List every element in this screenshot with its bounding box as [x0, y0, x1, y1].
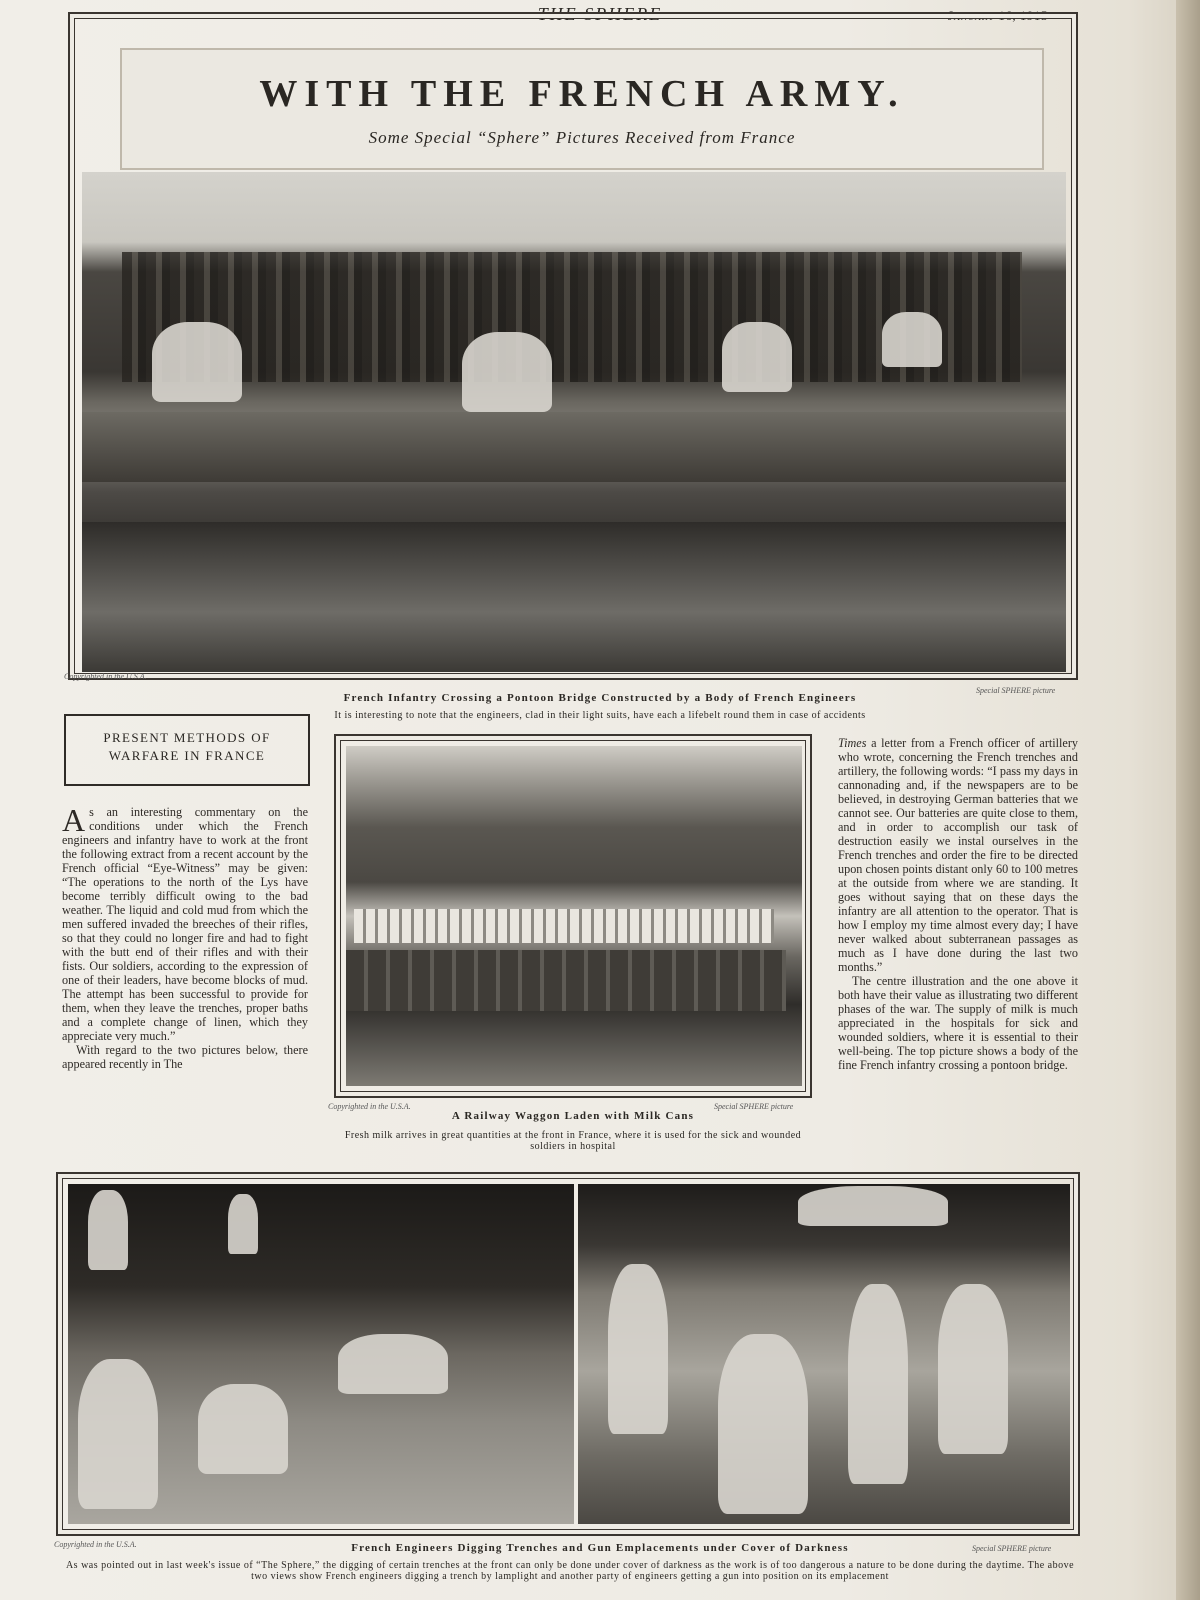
engineer-figure	[462, 332, 552, 412]
article-left-paragraph-2: With regard to the two pictures below, there appeared recently in The	[62, 1043, 308, 1071]
mid-photo-caption-title: A Railway Waggon Laden with Milk Cans	[451, 1110, 695, 1122]
article-heading: PRESENT METHODS OF WARFARE IN FRANCE	[64, 714, 310, 786]
engineer-figure	[338, 1334, 448, 1394]
page-subtitle: Some Special “Sphere” Pictures Received from France	[368, 128, 796, 147]
pontoon-bridge-photo	[82, 172, 1066, 672]
engineer-figure	[152, 322, 242, 402]
engineer-figure	[198, 1384, 288, 1474]
article-column-right	[838, 736, 1078, 1156]
engineer-figure	[722, 322, 792, 392]
article-left-paragraph: s an interesting commentary on the conditions under which the French engineers and infantry have to work at the front the following extract from a recent account by the French official “Eye-Witness” may be given: “The operations to the north of the Lys have become terribly difficult owing to the bad weather. The liquid and cold mud from which the men suffered invaded the breeches of their rifles, so that they could no longer fire and had to fight with the butt end of their rifles and with their fists. Our soldiers, according to the expression of one of their leaders, have become blocks of mud. The attempt has been successful to provide for them, when they leave the trenches, proper baths and a complete change of linen, which they appreciate very much.”	[62, 805, 308, 1043]
masthead: THE SPHERE	[537, 4, 663, 24]
times-reference: Times	[838, 736, 867, 750]
bottom-photos-credit: Special SPHERE picture	[972, 1544, 1052, 1553]
engineer-figure	[848, 1284, 908, 1484]
milk-wagon-photo	[346, 746, 802, 1086]
engineer-figure	[798, 1186, 948, 1226]
article-column-left	[62, 805, 308, 1157]
top-photo-caption: It is interesting to note that the engineers, clad in their light suits, have each a lifebelt round them in case of accidents	[334, 710, 866, 721]
article-right-paragraph: a letter from a French officer of artillery who wrote, concerning the French trenches and artillery, the following words: “I pass my days in cannonading and, if the newspapers are to be believed, in destroying German batteries that we cannot see. Our batteries are quite close to them, and in order to accomplish our task of destruction easily we instal ourselves in the French trenches and order the fire to be directed upon chosen points distant only 60 to 100 metres at the outside from where we are standing. It goes without saying that on these days the infantry are all attention to the operator. That is how I employ my time almost every day; I have never walked about subterranean passages as much as I have done during the last two months.”	[838, 736, 1078, 974]
railway-wagon	[346, 950, 786, 1011]
page-title: WITH THE FRENCH ARMY.	[259, 73, 905, 115]
engineer-figure	[938, 1284, 1008, 1454]
trench-digging-photo	[68, 1184, 574, 1524]
mid-photo-credit: Special SPHERE picture	[714, 1102, 794, 1111]
bottom-photos-caption: As was pointed out in last week's issue of “The Sphere,” the digging of certain trenches at the front can only be done under cover of darkness as the work is of too dangerous a nature to be done during the daytime. The above two views show French engineers digging a trench by lamplight and another party of engineers getting a gun into position on its emplacement	[65, 1560, 1075, 1582]
mid-photo-caption: Fresh milk arrives in great quantities at the front in France, where it is used for the sick and wounded soldiers in hospital	[344, 1130, 802, 1152]
milk-cans	[354, 909, 774, 943]
gun-emplacement-photo	[578, 1184, 1070, 1524]
bottom-photos-copyright: Copyrighted in the U.S.A.	[54, 1540, 137, 1549]
bottom-photos-caption-title: French Engineers Digging Trenches and Gun Emplacements under Cover of Darkness	[351, 1542, 849, 1554]
engineer-figure	[88, 1190, 128, 1270]
drop-cap: A	[62, 805, 86, 838]
pontoon-boats	[82, 412, 1066, 482]
top-photo-caption-title: French Infantry Crossing a Pontoon Bridge Constructed by a Body of French Engineers	[343, 692, 857, 704]
issue-date: January 16, 1915	[948, 8, 1048, 23]
mid-photo-copyright: Copyrighted in the U.S.A.	[328, 1102, 411, 1111]
top-photo-copyright: Copyrighted in the U.S.A.	[64, 672, 147, 681]
article-right-paragraph-2: The centre illustration and the one above it both have their value as illustrating two different phases of the war. The supply of milk is much appreciated in the hospitals for sick and wounded soldiers, where it is essential to their well-being. The top picture shows a body of the fine French infantry crossing a pontoon bridge.	[838, 974, 1078, 1072]
engineer-figure	[608, 1264, 668, 1434]
title-box	[120, 48, 1044, 170]
top-photo-credit: Special SPHERE picture	[976, 686, 1056, 695]
page-spine	[1176, 0, 1200, 1600]
engineer-figure	[228, 1194, 258, 1254]
engineer-figure	[78, 1359, 158, 1509]
engineer-figure	[882, 312, 942, 367]
river-water	[82, 522, 1066, 672]
engineer-figure	[718, 1334, 808, 1514]
